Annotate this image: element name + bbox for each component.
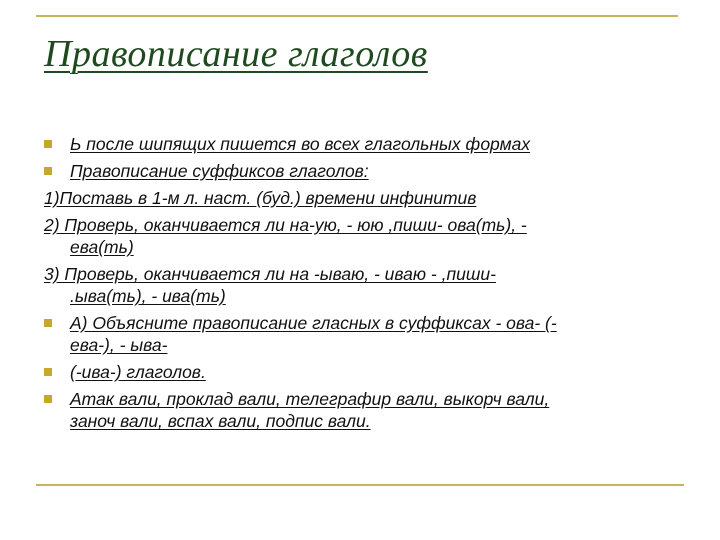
square-bullet-icon <box>44 167 52 175</box>
step-text-line1: 2) Проверь, оканчивается ли на-ую, - юю ,пиши- ова(ть), - <box>44 215 527 235</box>
bullet-text-line1: А) Объясните правописание гласных в суффиксах - ова- (- <box>70 313 557 333</box>
step-3 <box>44 263 664 307</box>
bullet-text: (-ива-) глаголов. <box>70 362 206 382</box>
step-text-line2: ева(ть) <box>70 237 134 257</box>
bullet-text: Правописание суффиксов глаголов: <box>70 161 369 181</box>
slide-title: Правописание глаголов <box>44 33 428 75</box>
square-bullet-icon <box>44 368 52 376</box>
bullet-text-line2: ева-), - ыва- <box>70 335 168 355</box>
square-bullet-icon <box>44 140 52 148</box>
bullet-text-line1: Атак вали, проклад вали, телеграфир вали, выкорч вали, <box>70 389 550 409</box>
step-text-line1: 3) Проверь, оканчивается ли на -ываю, - иваю - ,пиши- <box>44 264 496 284</box>
step-text-line2: .ыва(ть), - ива(ть) <box>70 286 226 306</box>
bullet-item-exercise <box>44 388 664 432</box>
top-divider <box>36 15 678 17</box>
bullet-text: Ь после шипящих пишется во всех глагольных формах <box>70 134 531 154</box>
bottom-divider <box>36 484 684 486</box>
bullet-item-iva <box>44 361 664 383</box>
bullet-item-suffixes <box>44 160 664 182</box>
step-2 <box>44 214 664 258</box>
step-1 <box>44 187 664 209</box>
square-bullet-icon <box>44 395 52 403</box>
bullet-text-line2: заноч вали, вспах вали, подпис вали. <box>70 411 371 431</box>
bullet-item-explain <box>44 312 664 356</box>
step-text: 1)Поставь в 1-м л. наст. (буд.) времени инфинитив <box>44 188 477 208</box>
bullet-item-soft-sign <box>44 133 664 155</box>
slide-content <box>44 133 664 437</box>
square-bullet-icon <box>44 319 52 327</box>
